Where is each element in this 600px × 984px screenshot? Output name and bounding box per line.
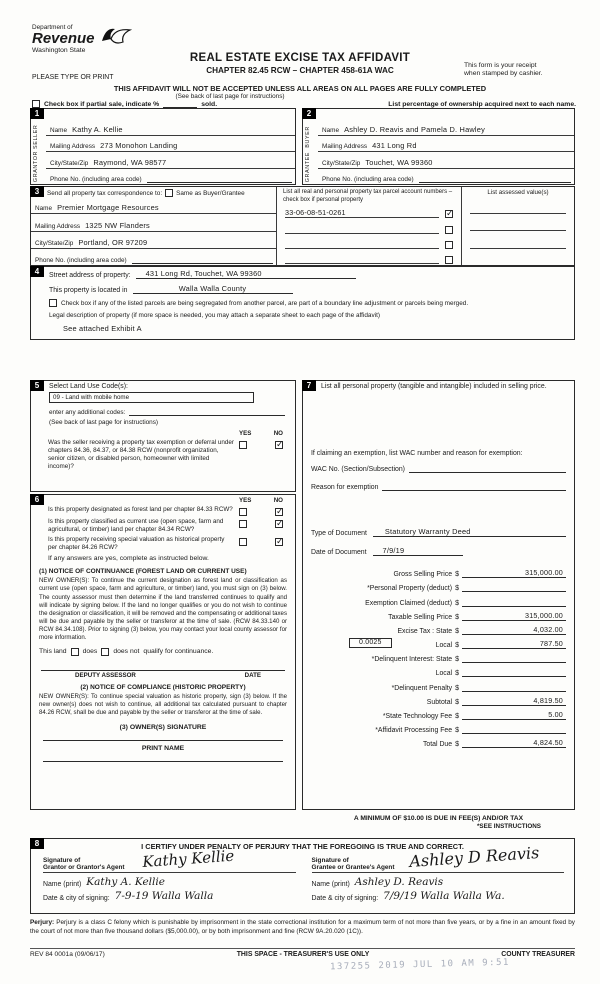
grantee-name-print-value[interactable]: Ashley D. Reavis xyxy=(354,876,444,888)
state-technology-fee-label: *State Technology Fee xyxy=(382,713,453,721)
delinquent-penalty-value[interactable] xyxy=(462,683,566,692)
perjury-notice xyxy=(30,919,575,936)
does-not-label: does not xyxy=(113,648,140,656)
buyer-name-label: Name xyxy=(322,126,340,134)
grantee-signature-labels xyxy=(312,857,395,871)
grantee-name-print-row xyxy=(312,876,565,888)
parcel-3-number[interactable] xyxy=(285,240,439,249)
historic-question: Is this property receiving special valuation as historical property per chapter 84.26 RCW? xyxy=(48,535,225,551)
dollar-sign: $ xyxy=(455,670,459,678)
owners-signature-label: (3) OWNER(S) SIGNATURE xyxy=(119,723,207,731)
exemption-claimed-row xyxy=(303,592,566,606)
buyer-side-label xyxy=(305,122,318,182)
deferral-yes-checkbox[interactable] xyxy=(239,441,247,449)
partial-sale-label: Check box if partial sale, indicate % xyxy=(44,101,160,108)
not-accepted-warning: THIS AFFIDAVIT WILL NOT BE ACCEPTED UNLESS ALL AREAS ON ALL PAGES ARE FULLY COMPLETED xyxy=(113,84,487,93)
buyer-grantee-section xyxy=(302,108,575,185)
continuance-qualify-row xyxy=(39,648,287,656)
parcel-4-number[interactable] xyxy=(285,255,439,264)
parcel-header: List all real and personal property tax parcel account numbers – check box if personal property xyxy=(283,189,453,203)
reason-label: Reason for exemption xyxy=(311,483,379,491)
seller-side-label xyxy=(33,122,46,182)
current-use-yes-checkbox[interactable] xyxy=(239,520,247,528)
section-3-columns xyxy=(31,187,574,265)
deferral-answers xyxy=(239,439,283,470)
excise-tax-state-row xyxy=(303,621,566,635)
doc-date-value[interactable]: 7/9/19 xyxy=(373,546,463,556)
dollar-sign: $ xyxy=(455,613,459,621)
minimum-fee-text: A MINIMUM OF $10.00 IS DUE IN FEE(S) AND/OR TAX xyxy=(353,815,524,822)
seller-address-label: Mailing Address xyxy=(50,143,96,150)
buyer-fields xyxy=(318,119,574,184)
seller-name-value[interactable]: Kathy A. Kellie xyxy=(72,124,123,134)
doc-type-label: Type of Document xyxy=(311,529,367,537)
current-use-question-row xyxy=(48,518,295,534)
grantor-signature-row xyxy=(43,846,296,873)
this-land-label: This land xyxy=(39,648,67,656)
located-in-row xyxy=(49,284,566,294)
partial-sale-percent-field[interactable] xyxy=(163,99,197,108)
forest-land-section xyxy=(30,494,296,810)
deputy-assessor-row xyxy=(41,670,285,679)
delinquent-interest-state-row xyxy=(303,649,566,663)
does-not-qualify-checkbox[interactable] xyxy=(101,648,109,656)
money-rows xyxy=(303,564,574,748)
seller-grantor-section xyxy=(30,108,296,185)
seller-address-value[interactable]: 273 Monohon Landing xyxy=(100,141,178,150)
sec6-yes-label: YES xyxy=(239,497,252,504)
state-technology-fee-value[interactable]: 5.00 xyxy=(462,710,566,720)
revenue-flag-icon xyxy=(99,24,133,48)
additional-codes-label: enter any additional codes: xyxy=(49,409,126,416)
sec5-yes-label: YES xyxy=(239,430,252,437)
qualify-label: qualify for continuance. xyxy=(143,648,214,656)
delinquent-interest-state-value[interactable] xyxy=(462,654,566,663)
receipt-note-line2: when stamped by cashier. xyxy=(464,70,543,78)
correspondence-name-row xyxy=(31,197,276,214)
wac-value[interactable] xyxy=(409,464,566,473)
parcel-row-1 xyxy=(277,204,461,219)
revenue-logo-text xyxy=(32,24,95,54)
same-as-buyer-checkbox[interactable] xyxy=(165,189,173,197)
assessed-value-field-4[interactable] xyxy=(470,249,566,266)
dollar-sign: $ xyxy=(455,571,459,579)
excise-tax-state-label: Excise Tax : State xyxy=(397,627,453,635)
dept-of-label: Department of xyxy=(32,24,73,31)
revenue-logo xyxy=(32,24,133,54)
delinquent-interest-state-label: *Delinquent Interest: State xyxy=(371,656,453,664)
reason-row xyxy=(311,482,566,491)
print-name-field[interactable] xyxy=(43,761,283,762)
legal-description-label: Legal description of property (if more space is needed, you may attach a separate sheet to each page of the affidavit) xyxy=(49,312,380,319)
cashier-stamp: 137255 2019 JUL 10 AM 9:51 xyxy=(329,957,510,973)
dollar-sign: $ xyxy=(455,599,459,607)
wac-label: WAC No. (Section/Subsection) xyxy=(311,465,405,473)
grantee-date-city-value[interactable]: 7/9/19 Walla Walla Wa. xyxy=(383,890,505,902)
current-use-answers xyxy=(239,518,283,534)
street-address-row xyxy=(49,269,566,279)
footer-row xyxy=(30,948,575,958)
correspondence-address-value[interactable]: 1325 NW Flanders xyxy=(85,220,150,230)
gross-selling-price-label: Gross Selling Price xyxy=(393,571,453,579)
notice-continuance-title: (1) NOTICE OF CONTINUANCE (FOREST LAND OR CURRENT USE) xyxy=(39,568,247,576)
exemption-claimed-value[interactable] xyxy=(462,598,566,607)
sec5-yes-no-header xyxy=(239,430,283,437)
street-address-label: Street address of property: xyxy=(49,272,131,279)
buyer-address-row xyxy=(318,136,574,153)
if-yes-note: If any answers are yes, complete as instructed below. xyxy=(48,555,209,563)
subtotal-label: Subtotal xyxy=(426,698,453,706)
treasurer-space-label: THIS SPACE - TREASURER'S USE ONLY xyxy=(236,951,370,958)
excise-tax-local-label: Local xyxy=(435,642,453,650)
correspondence-phone-field[interactable] xyxy=(132,255,273,264)
section-3-number: 3 xyxy=(30,186,44,197)
sec6-yes-no-header xyxy=(239,497,283,504)
forest-land-no-checkbox[interactable] xyxy=(275,508,283,516)
buyer-citystatezip-value[interactable]: Touchet, WA 99360 xyxy=(365,157,433,167)
buyer-side-bottom: GRANTEE xyxy=(305,151,311,182)
grantor-date-city-value[interactable]: 7-9-19 Walla Walla xyxy=(114,890,214,902)
wac-row xyxy=(311,464,566,473)
seller-address-row xyxy=(46,136,295,153)
seller-side-bottom: GRANTOR xyxy=(33,150,39,182)
delinquent-interest-local-row xyxy=(303,663,566,677)
section-2-number: 2 xyxy=(302,108,316,119)
grantor-signature-block xyxy=(31,846,304,902)
parcel-column xyxy=(277,187,462,265)
correspondence-column xyxy=(31,187,277,265)
section-7-number: 7 xyxy=(302,380,316,391)
buyer-phone-row xyxy=(318,169,574,185)
state-technology-fee-row xyxy=(303,706,566,720)
located-in-label: This property is located in xyxy=(49,287,128,294)
partial-sale-row xyxy=(32,99,576,108)
deferral-question: Was the seller receiving a property tax exemption or deferral under chapters 84.36, 84.37, or 84.38 RCW (nonprofit organization, senior citizen, or disabled person, homeowner with limited income)? xyxy=(48,439,234,470)
county-value[interactable]: Walla Walla County xyxy=(133,284,293,294)
buyer-address-value[interactable]: 431 Long Rd xyxy=(372,141,417,150)
personal-property-deduct-label: *Personal Property (deduct) xyxy=(367,585,453,593)
segregated-label: Check box if any of the listed parcels are being segregated from another parcel, are part of a boundary line adjustment or parcels being merged. xyxy=(61,299,469,307)
street-address-value[interactable]: 431 Long Rd, Touchet, WA 99360 xyxy=(136,269,356,279)
historic-no-checkbox[interactable] xyxy=(275,538,283,546)
buyer-name-value[interactable]: Ashley D. Reavis and Pamela D. Hawley xyxy=(344,124,485,134)
correspondence-citystatezip-label: City/State/Zip xyxy=(35,239,74,247)
grantee-signature-row xyxy=(311,842,565,873)
section-5-number: 5 xyxy=(30,380,44,391)
personal-property-deduct-row xyxy=(303,578,566,592)
parcel-1-personal-checkbox[interactable] xyxy=(445,210,453,218)
dollar-sign: $ xyxy=(455,713,459,721)
grantee-date-city-row xyxy=(312,890,565,902)
historic-question-row xyxy=(48,536,295,552)
land-use-title: Select Land Use Code(s): xyxy=(49,383,128,390)
section-6-number: 6 xyxy=(30,494,44,505)
land-use-code-value[interactable]: 09 - Land with mobile home xyxy=(49,392,254,403)
correspondence-name-value[interactable]: Premier Mortgage Resources xyxy=(57,203,159,213)
correspondence-name-label: Name xyxy=(35,205,53,213)
total-due-value[interactable]: 4,824.50 xyxy=(462,738,566,748)
exemption-claimed-label: Exemption Claimed (deduct) xyxy=(365,599,453,607)
land-use-see-back: (See back of last page for instructions) xyxy=(49,419,159,426)
grantee-name-print-label: Name (print) xyxy=(311,881,350,888)
deferral-no-checkbox[interactable] xyxy=(275,441,283,449)
seller-citystatezip-value[interactable]: Raymond, WA 98577 xyxy=(93,157,167,167)
does-label: does xyxy=(82,648,98,656)
receipt-note xyxy=(464,62,576,79)
sec5-no-label: NO xyxy=(273,430,283,437)
affidavit-processing-fee-row xyxy=(303,720,566,734)
parcel-1-number[interactable]: 33-06-08-51-0261 xyxy=(285,208,439,218)
affidavit-processing-fee-value[interactable] xyxy=(462,725,566,734)
grantor-date-city-label: Date & city of signing: xyxy=(43,895,110,902)
grantee-signature-label-1: Signature of xyxy=(311,857,349,864)
dollar-sign: $ xyxy=(455,684,459,692)
see-back-note: (See back of last page for instructions) xyxy=(175,92,285,100)
grantee-signature[interactable]: Ashley D Reavis xyxy=(408,842,540,871)
grantor-name-print-value[interactable]: Kathy A. Kellie xyxy=(86,876,165,888)
correspondence-citystatezip-value[interactable]: Portland, OR 97209 xyxy=(78,237,148,247)
doc-date-row xyxy=(311,546,566,556)
buyer-phone-field[interactable] xyxy=(419,174,571,183)
certify-statement: I CERTIFY UNDER PENALTY OF PERJURY THAT THE FOREGOING IS TRUE AND CORRECT. xyxy=(141,842,464,851)
personal-property-deduct-value[interactable] xyxy=(462,583,566,592)
parcel-2-personal-checkbox[interactable] xyxy=(445,226,453,234)
property-location-content xyxy=(31,267,574,333)
same-as-buyer-label: Same as Buyer/Grantee xyxy=(176,189,245,197)
form-subtitle: CHAPTER 82.45 RCW – CHAPTER 458-61A WAC xyxy=(206,66,394,75)
reason-value[interactable] xyxy=(382,482,566,491)
form-title: REAL ESTATE EXCISE TAX AFFIDAVIT xyxy=(189,52,411,64)
affidavit-processing-fee-label: *Affidavit Processing Fee xyxy=(375,727,453,735)
legal-description-value[interactable]: See attached Exhibit A xyxy=(63,324,142,333)
sec6-no-label: NO xyxy=(273,497,283,504)
parcel-3-personal-checkbox[interactable] xyxy=(445,241,453,249)
assessed-value-field-3[interactable] xyxy=(470,231,566,249)
deferral-question-row xyxy=(48,439,295,470)
rev-number: REV 84 0001a (09/06/17) xyxy=(30,951,105,958)
buyer-address-label: Mailing Address xyxy=(322,143,368,150)
selling-price-section xyxy=(302,380,575,810)
doc-type-value[interactable]: Statutory Warranty Deed xyxy=(373,527,566,537)
does-qualify-checkbox[interactable] xyxy=(71,648,79,656)
gross-selling-price-row xyxy=(303,564,566,578)
dollar-sign: $ xyxy=(455,642,459,650)
dollar-sign: $ xyxy=(455,656,459,664)
grantor-signature-label-1: Signature of xyxy=(43,857,81,864)
please-type-label: PLEASE TYPE OR PRINT xyxy=(32,74,114,81)
delinquent-interest-local-label: Local xyxy=(435,670,453,678)
parcel-4-personal-checkbox[interactable] xyxy=(445,256,453,264)
correspondence-address-row xyxy=(31,214,276,231)
segregated-row xyxy=(49,299,566,307)
personal-property-blank-area[interactable] xyxy=(303,392,574,450)
grantor-signature-label-2: Grantor or Grantor's Agent xyxy=(43,864,125,871)
subtotal-row xyxy=(303,692,566,706)
total-due-label: Total Due xyxy=(422,741,453,749)
taxable-selling-price-label: Taxable Selling Price xyxy=(388,613,453,621)
subtotal-value[interactable]: 4,819.50 xyxy=(462,696,566,706)
seller-phone-row xyxy=(46,169,295,185)
correspondence-citystatezip-row xyxy=(31,232,276,249)
section-8-number: 8 xyxy=(30,838,44,849)
buyer-citystatezip-row xyxy=(318,152,574,169)
taxable-selling-price-value[interactable]: 315,000.00 xyxy=(462,611,566,621)
perjury-text: Perjury is a class C felony which is punishable by imprisonment in the state correctional institution for a maximum term of not more than five years, or by a fine in an amount fixed by the court of not more than five thousand dollars ($5,000.00), or by both imprisonment and fine (RCW 9A.20.020 (1C)). xyxy=(30,919,575,935)
minimum-fee-note xyxy=(302,815,575,830)
dollar-sign: $ xyxy=(455,698,459,706)
delinquent-penalty-row xyxy=(303,677,566,691)
personal-property-label: List all personal property (tangible and intangible) included in selling price. xyxy=(321,383,547,390)
buyer-side-top: BUYER xyxy=(305,126,311,148)
seller-side-top: SELLER xyxy=(33,124,39,149)
buyer-name-row xyxy=(318,119,574,136)
forest-land-yes-checkbox[interactable] xyxy=(239,508,247,516)
seller-phone-label: Phone No. (including area code) xyxy=(50,176,142,183)
current-use-question: Is this property classified as current use (open space, farm and agricultural, or timber) land per chapter 84.34 RCW? xyxy=(48,518,224,533)
doc-type-row xyxy=(311,527,566,537)
notice-compliance-title: (2) NOTICE OF COMPLIANCE (HISTORIC PROPERTY) xyxy=(80,683,246,691)
buyer-phone-label: Phone No. (including area code) xyxy=(322,176,414,183)
see-instructions-text: *SEE INSTRUCTIONS xyxy=(476,823,541,830)
total-due-row xyxy=(303,734,566,748)
deputy-date-label: DATE xyxy=(244,671,261,679)
grantee-signature-block xyxy=(304,842,575,902)
assessed-value-field-2[interactable] xyxy=(470,214,566,232)
parcel-row-2 xyxy=(277,219,461,234)
parcel-2-number[interactable] xyxy=(285,225,439,234)
parcel-row-3 xyxy=(277,235,461,250)
historic-answers xyxy=(239,536,283,552)
doc-date-label: Date of Document xyxy=(311,548,367,556)
delinquent-penalty-label: *Delinquent Penalty xyxy=(391,684,453,692)
partial-sale-checkbox[interactable] xyxy=(32,100,40,108)
correspondence-label: Send all property tax correspondence to: xyxy=(47,189,163,197)
print-name-label: PRINT NAME xyxy=(141,744,185,752)
seller-name-row xyxy=(46,119,295,136)
excise-tax-local-value[interactable]: 787.50 xyxy=(462,639,566,649)
correspondence-phone-label: Phone No. (including area code) xyxy=(35,257,127,264)
delinquent-interest-local-value[interactable] xyxy=(462,668,566,677)
dollar-sign: $ xyxy=(455,585,459,593)
deputy-assessor-label: DEPUTY ASSESSOR xyxy=(75,671,136,679)
certification-section xyxy=(30,838,575,914)
additional-codes-field[interactable] xyxy=(129,407,285,416)
land-use-section xyxy=(30,380,296,492)
perjury-label: Perjury: xyxy=(30,919,55,926)
tax-correspondence-section xyxy=(30,186,575,266)
grantor-signature-labels xyxy=(43,857,125,871)
segregated-checkbox[interactable] xyxy=(49,299,57,307)
assessed-value-column xyxy=(462,187,574,265)
washington-state-label: Washington State xyxy=(32,47,86,54)
seller-citystatezip-row xyxy=(46,152,295,169)
notice-continuance-text: NEW OWNER(S): To continue the current designation as forest land or classification as current use (open space, farm and agriculture, or timber) land, you must sign on (3) below. The county assessor must then determine if the land transferred continues to qualify and will indicate by signing below. If the land no longer qualifies or you do not wish to continue the designation or classification, it will be removed and the compensating or additional taxes will be due and payable by the seller or transferor at the time of sale. (RCW 84.33.140 or RCW 84.34.108). Prior to signing (3) below, you may contact your local county assessor for more information. xyxy=(39,577,287,641)
seller-phone-field[interactable] xyxy=(147,174,292,183)
current-use-no-checkbox[interactable] xyxy=(275,520,283,528)
grantor-name-print-row xyxy=(43,876,296,888)
seller-fields xyxy=(46,119,295,184)
section-1-number: 1 xyxy=(30,108,44,119)
forest-land-answers xyxy=(239,506,283,516)
grantor-date-city-row xyxy=(43,890,296,902)
excise-tax-local-row xyxy=(303,635,566,649)
correspondence-phone-row xyxy=(31,249,276,265)
dollar-sign: $ xyxy=(455,741,459,749)
receipt-note-line1: This form is your receipt xyxy=(464,62,537,69)
forest-land-question: Is this property designated as forest land per chapter 84.33 RCW? xyxy=(48,506,233,513)
correspondence-address-label: Mailing Address xyxy=(35,222,81,230)
parcel-row-4 xyxy=(277,250,461,265)
gross-selling-price-value[interactable]: 315,000.00 xyxy=(462,568,566,578)
ownership-note: List percentage of ownership acquired next to each name. xyxy=(388,101,576,108)
additional-codes-row xyxy=(49,407,285,416)
grantee-signature-label-2: Grantee or Grantee's Agent xyxy=(311,864,395,871)
exemption-note: If claiming an exemption, list WAC number and reason for exemption: xyxy=(311,449,523,457)
seller-name-label: Name xyxy=(50,126,68,134)
forest-land-question-row xyxy=(48,506,295,516)
historic-yes-checkbox[interactable] xyxy=(239,538,247,546)
correspondence-row xyxy=(31,187,276,197)
property-location-section xyxy=(30,266,575,340)
seller-citystatezip-label: City/State/Zip xyxy=(50,159,89,167)
assessed-value-field-1[interactable] xyxy=(470,196,566,214)
taxable-selling-price-row xyxy=(303,607,566,621)
section-4-number: 4 xyxy=(30,266,44,277)
excise-tax-state-value[interactable]: 4,032.00 xyxy=(462,625,566,635)
revenue-label: Revenue xyxy=(32,30,95,47)
notice-compliance-text: NEW OWNER(S): To continue special valuation as historic property, sign (3) below. If the new owner(s) does not wish to continue, all additional tax calculated pursuant to chapter 84.26 RCW, shall be due and payable by the seller or transferor at the time of sale. xyxy=(39,692,287,716)
buyer-citystatezip-label: City/State/Zip xyxy=(322,159,361,167)
assessed-value-header: List assessed value(s) xyxy=(487,189,549,196)
grantor-signature[interactable]: Kathy Kellie xyxy=(141,846,235,871)
grantee-date-city-label: Date & city of signing: xyxy=(311,895,379,902)
county-treasurer-label: COUNTY TREASURER xyxy=(501,951,575,958)
owners-signature-field[interactable] xyxy=(43,740,283,741)
dollar-sign: $ xyxy=(455,727,459,735)
grantor-name-print-label: Name (print) xyxy=(43,881,82,888)
local-rate-box[interactable]: 0.0025 xyxy=(349,638,392,648)
sold-label: sold. xyxy=(201,101,218,108)
dollar-sign: $ xyxy=(455,627,459,635)
